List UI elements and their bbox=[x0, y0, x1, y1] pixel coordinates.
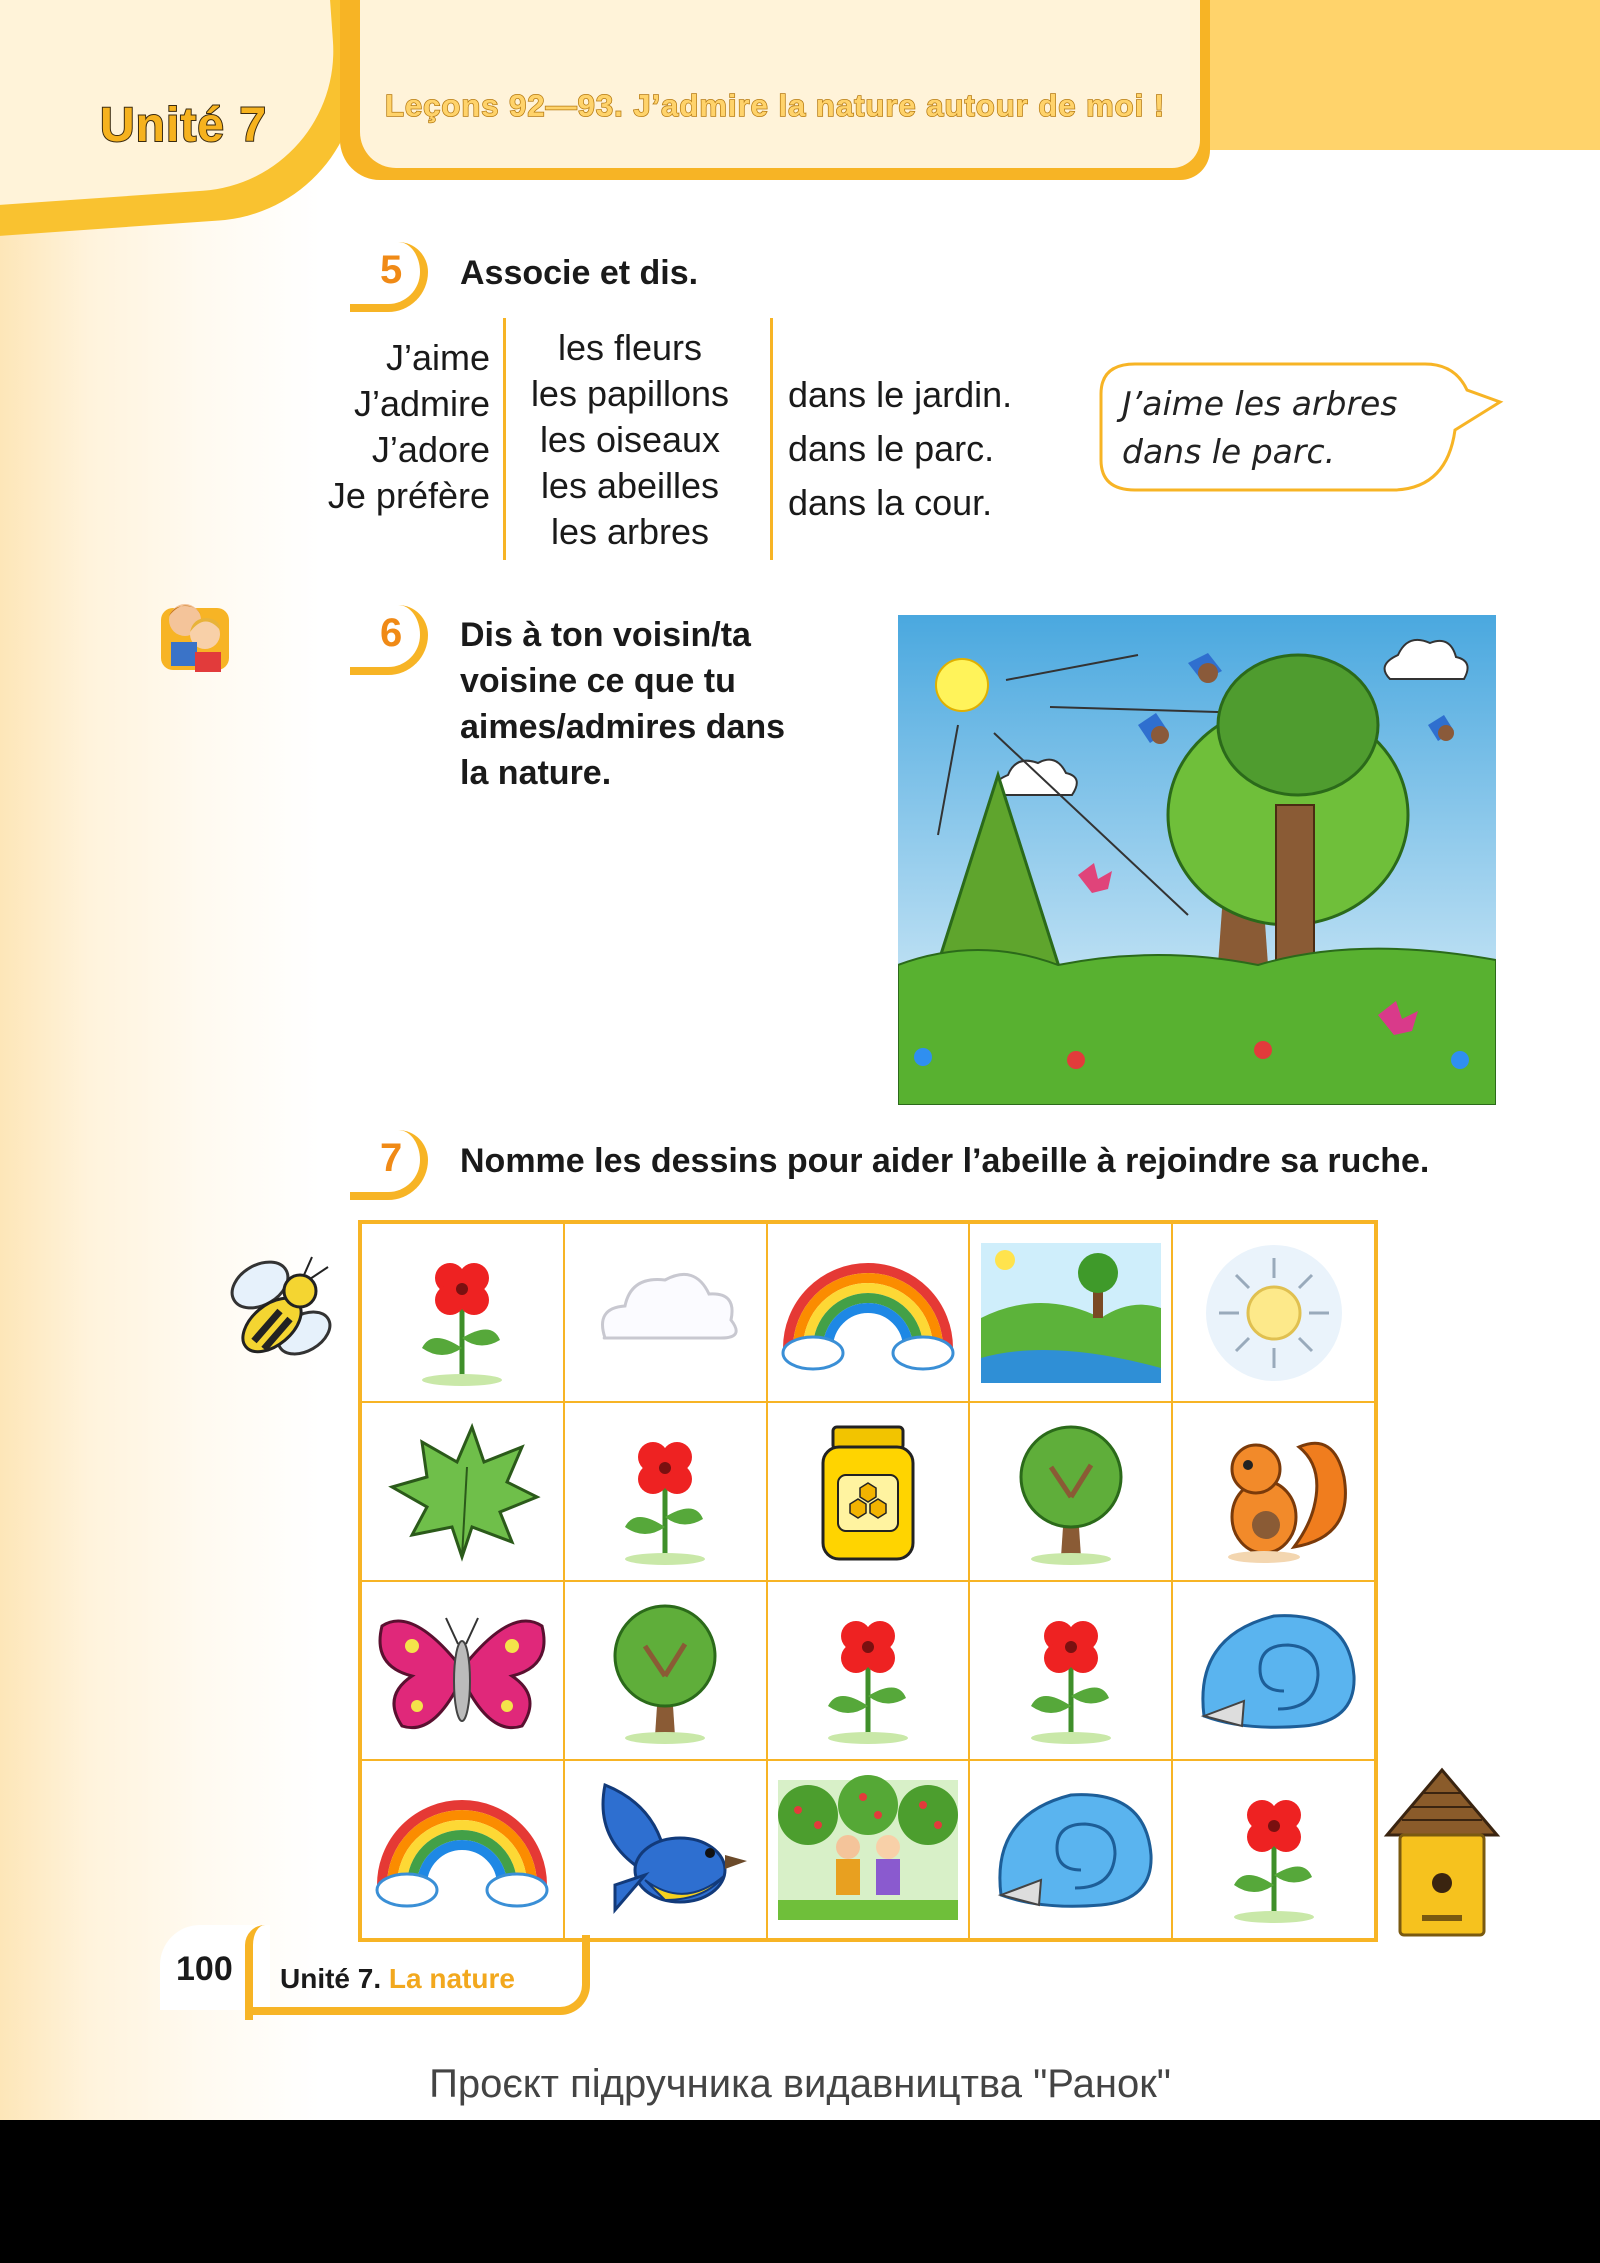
tree-icon bbox=[981, 1417, 1161, 1567]
page-number: 100 bbox=[176, 1950, 233, 1988]
header-band bbox=[1180, 0, 1600, 150]
grid-cell[interactable] bbox=[1172, 1760, 1375, 1939]
grid-cell[interactable] bbox=[969, 1402, 1172, 1581]
verb-item: J’aime bbox=[385, 337, 490, 378]
flower-icon bbox=[1184, 1775, 1364, 1925]
snail-shell-icon bbox=[1184, 1596, 1364, 1746]
lesson-tab-inner bbox=[360, 0, 1200, 168]
grid-cell[interactable] bbox=[969, 1223, 1172, 1402]
footer-unit-label bbox=[280, 1963, 515, 1995]
column-divider bbox=[770, 318, 773, 560]
leaf-icon bbox=[372, 1417, 552, 1567]
grid-cell[interactable] bbox=[564, 1760, 767, 1939]
flower-icon bbox=[575, 1417, 755, 1567]
landscape-icon bbox=[981, 1238, 1161, 1388]
verb-item: Je préfère bbox=[327, 475, 490, 516]
cloud-icon bbox=[575, 1238, 755, 1388]
nature-scene-illustration bbox=[898, 615, 1496, 1105]
grid-cell[interactable] bbox=[767, 1223, 970, 1402]
bee-path-grid bbox=[358, 1220, 1378, 1942]
bird-icon bbox=[575, 1775, 755, 1925]
footer-unit-name: La nature bbox=[388, 1963, 515, 1994]
sun-icon bbox=[1184, 1238, 1364, 1388]
footer-unit: Unité 7. bbox=[280, 1963, 382, 1994]
bubble-line: dans le parc. bbox=[1122, 432, 1336, 471]
rainbow-icon bbox=[372, 1775, 552, 1925]
pair-work-icon bbox=[155, 590, 235, 680]
grid-cell[interactable] bbox=[969, 1581, 1172, 1760]
publisher-watermark: Проєкт підручника видавництва "Ранок" bbox=[429, 2062, 1171, 2106]
grid-cell[interactable] bbox=[969, 1760, 1172, 1939]
bubble-line: J’aime les arbres bbox=[1122, 384, 1398, 423]
grid-cell[interactable] bbox=[564, 1223, 767, 1402]
tree-icon bbox=[575, 1596, 755, 1746]
bee-icon bbox=[212, 1245, 352, 1375]
snail-shell-icon bbox=[981, 1775, 1161, 1925]
exercise-7-instruction: Nomme les dessins pour aider l’abeille à rejoindre sa ruche. bbox=[460, 1142, 1430, 1180]
grid-cell[interactable] bbox=[361, 1760, 564, 1939]
grid-cell[interactable] bbox=[1172, 1223, 1375, 1402]
lesson-title: Leçons 92—93. J’admire la nature autour de moi ! bbox=[385, 88, 1166, 123]
flower-icon bbox=[372, 1238, 552, 1388]
places-column bbox=[788, 368, 1012, 530]
bubble-text bbox=[1122, 380, 1398, 476]
verbs-column bbox=[328, 335, 490, 519]
grid-cell[interactable] bbox=[767, 1581, 970, 1760]
beehive-icon bbox=[1382, 1765, 1502, 1945]
verb-item: J’adore bbox=[371, 429, 490, 470]
butterfly-icon bbox=[372, 1596, 552, 1746]
noun-item: les fleurs bbox=[557, 327, 703, 368]
place-item: dans le parc. bbox=[788, 428, 995, 469]
flower-icon bbox=[981, 1596, 1161, 1746]
exercise-6-number: 6 bbox=[350, 605, 428, 675]
verb-item: J’admire bbox=[353, 383, 490, 424]
honey-jar-icon bbox=[778, 1417, 958, 1567]
exercise-5-instruction: Associe et dis. bbox=[460, 254, 699, 292]
grid-cell[interactable] bbox=[361, 1223, 564, 1402]
place-item: dans le jardin. bbox=[788, 374, 1013, 415]
noun-item: les oiseaux bbox=[539, 419, 721, 460]
grid-cell[interactable] bbox=[1172, 1581, 1375, 1760]
grid-cell[interactable] bbox=[564, 1402, 767, 1581]
grid-cell[interactable] bbox=[1172, 1402, 1375, 1581]
bottom-black-band bbox=[0, 2120, 1600, 2263]
exercise-5-number: 5 bbox=[350, 242, 428, 312]
grid-cell[interactable] bbox=[361, 1581, 564, 1760]
noun-item: les papillons bbox=[530, 373, 730, 414]
nouns-column bbox=[510, 325, 750, 555]
noun-item: les arbres bbox=[550, 511, 710, 552]
exercise-6-instruction: Dis à ton voisin/ta voisine ce que tu aimes/admires dans la nature. bbox=[460, 616, 786, 792]
orchard-children-icon bbox=[778, 1775, 958, 1925]
squirrel-icon bbox=[1184, 1417, 1364, 1567]
grid-cell[interactable] bbox=[767, 1760, 970, 1939]
exercise-7-number: 7 bbox=[350, 1130, 428, 1200]
column-divider bbox=[503, 318, 506, 560]
flower-icon bbox=[778, 1596, 958, 1746]
place-item: dans la cour. bbox=[788, 482, 993, 523]
unit-title: Unité 7 bbox=[100, 99, 268, 152]
noun-item: les abeilles bbox=[540, 465, 720, 506]
grid-cell[interactable] bbox=[564, 1581, 767, 1760]
rainbow-icon bbox=[778, 1238, 958, 1388]
grid-cell[interactable] bbox=[361, 1402, 564, 1581]
grid-cell[interactable] bbox=[767, 1402, 970, 1581]
